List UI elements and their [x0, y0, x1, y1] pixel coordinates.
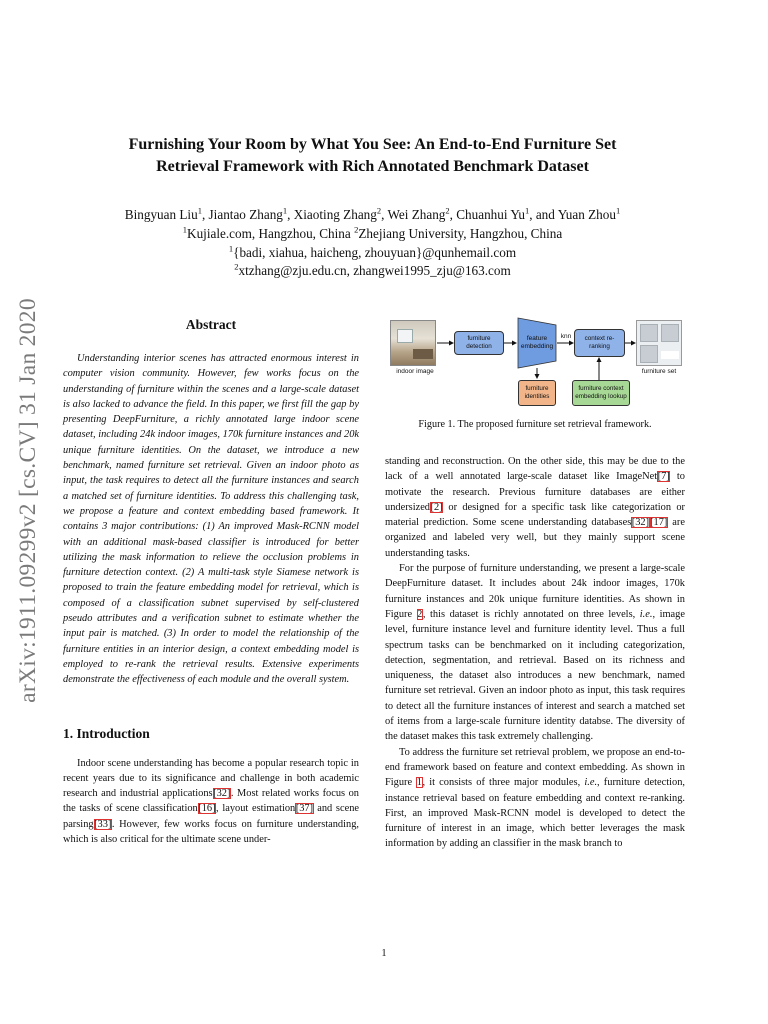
author-separator: ,	[201, 207, 209, 222]
email-line-1	[70, 244, 675, 263]
ie-abbrev: i.e.	[584, 777, 598, 789]
body-paragraph	[385, 745, 685, 852]
left-column	[63, 312, 359, 847]
author-name: Xiaoting Zhang	[293, 207, 377, 222]
citation-link[interactable]: [33]	[94, 818, 112, 830]
affiliation-1: Kujiale.com, Hangzhou, China	[187, 225, 355, 241]
author-affiliation-mark: 2	[376, 205, 382, 216]
citation-link[interactable]: [37]	[295, 803, 314, 815]
affiliation-mark: 1	[228, 243, 234, 254]
furniture-set-label: furniture set	[641, 368, 677, 375]
introduction-heading: 1. Introduction	[63, 725, 150, 741]
page-number: 1	[381, 948, 387, 959]
arxiv-id: arXiv:1911.09299v2 [cs.CV] 31 Jan 2020	[14, 297, 41, 703]
context-embedding-lookup-box: furniture context embedding lookup	[572, 380, 630, 406]
body-paragraph	[385, 561, 685, 745]
context-reranking-box: context re-ranking	[574, 329, 625, 357]
right-body-text	[385, 454, 685, 852]
author-list	[70, 206, 675, 225]
author-affiliation-mark: 2	[445, 205, 450, 216]
body-text: To address the furniture set retrieval problem, we propose an end-to-end framework based on feature and context embedding. As shown in Figure	[385, 746, 685, 789]
figure-caption: Figure 1. The proposed furniture set retrieval framework.	[418, 419, 652, 430]
figure-reference-link[interactable]: 1	[416, 777, 422, 789]
body-paragraph	[385, 454, 685, 561]
body-text: to motivate the research. Previous furniture databases are either undersized	[385, 471, 685, 513]
author-separator: ,	[449, 207, 457, 222]
intro-text: and scene parsing	[63, 803, 360, 830]
body-text: , furniture detection, instance retrieval based on feature embedding and context re-ranking. First, an improved Mask-RCNN model is developed to detect the furniture of interest in an image, which better leverages the mask information by adding an classifier in the mask branch to	[385, 777, 685, 850]
indoor-image-label: indoor image	[396, 368, 434, 375]
knn-label: knn	[560, 333, 572, 340]
author-name: Jiantao Zhang	[208, 207, 283, 222]
author-separator: , and	[529, 207, 558, 222]
figure-1	[385, 312, 685, 407]
affiliation-mark: 2	[234, 262, 239, 272]
author-affiliation-mark: 1	[615, 205, 621, 216]
affiliations	[70, 225, 675, 244]
title-line-1: Furnishing Your Room by What You See: An End-to-End Furniture Set	[128, 136, 617, 153]
furniture-set-thumbnails	[636, 320, 682, 366]
furniture-identities-box: furniture identities	[518, 380, 556, 406]
citation-link[interactable]: [7]	[657, 471, 670, 483]
title-line-2: Retrieval Framework with Rich Annotated Benchmark Dataset	[156, 158, 589, 175]
affiliation-2: Zhejiang University, Hangzhou, China	[358, 225, 563, 241]
citation-link[interactable]: [2]	[430, 501, 443, 513]
citation-link[interactable]: [32]	[213, 788, 231, 800]
intro-text: , layout estimation	[216, 803, 296, 815]
author-affiliation-mark: 1	[524, 205, 530, 216]
feature-embedding-label: feature embedding	[520, 335, 554, 350]
author-affiliation-mark: 1	[282, 205, 288, 216]
author-name: Chuanhui Yu	[456, 207, 525, 222]
abstract-heading: Abstract	[185, 317, 237, 332]
intro-text: . However, few works focus on furniture understanding, which is also critical for the ultimate scene under-	[63, 818, 359, 846]
body-text: standing and reconstruction. On the other side, this may be due to the lack of a well annotated large-scale dataset like ImageNet	[385, 456, 685, 483]
author-separator: ,	[381, 207, 388, 222]
citation-link[interactable]: [16]	[198, 803, 216, 815]
affiliation-mark: 2	[354, 224, 359, 235]
right-column	[385, 312, 685, 852]
furniture-detection-box: furniture detection	[454, 331, 504, 355]
figure-reference-link[interactable]: 2	[417, 608, 423, 620]
intro-text: . Most related works focus on the tasks of scene classification	[63, 788, 360, 815]
email-2: xtzhang@zju.edu.cn, zhangwei1995_zju@163.com	[238, 263, 511, 279]
author-name: Wei Zhang	[387, 207, 446, 222]
paper-title	[70, 134, 675, 178]
email-line-2	[70, 262, 675, 281]
body-text: , this dataset is richly annotated on three levels,	[422, 608, 640, 620]
author-name: Yuan Zhou	[557, 207, 616, 222]
intro-text: Indoor scene understanding has become a popular research topic in recent years due to its significance and challenge in both academic research and industrial applications	[63, 757, 359, 800]
author-separator: ,	[287, 207, 294, 222]
body-text: , image level, furniture instance level and furniture identity level. Thus a full spectrum tasks can be benchmarked on it including categorization, detection, segmentation, and retrieval. Based on its richness and uniqueness, the dataset also introduces a new benchmark, named furniture set retrieval. Given an indoor photo as input, this task requires to detect all the furniture instances of interest and search a matched set of items from a large-scale furniture identity databse. The diversity of the dataset makes this task extremely challenging.	[385, 608, 685, 743]
citation-link[interactable]: [32]	[631, 517, 650, 529]
intro-paragraph	[63, 756, 359, 848]
author-name: Bingyuan Liu	[124, 207, 198, 222]
abstract-text: Understanding interior scenes has attracted enormous interest in computer vision community. However, few works focus on the understanding of furniture within the scenes and a large-scale dataset is also lacked to advance the field. In this paper, we first fill the gap by presenting DeepFurniture, a richly annotated large indoor scene dataset, including 24k indoor images, 170k furniture instances and 20k unique furniture identities. On the dataset, we introduce a new benchmark, named furniture set retrieval. Given an indoor photo as input, the task requires to detect all the furniture instances and search a matched set of furniture identities. To address this challenging task, we propose a feature and context embedding based framework. It contains 3 major contributions: (1) An improved Mask-RCNN model with an additional mask-based classifier is introduced for better utilizing the mask information to relieve the occlusion problems in furniture detection context. (2) A multi-task style Siamese network is proposed to train the feature embedding model for retrieval, which is composed of a classification subnet supervised by self-clustered pseudo attributes and a verification subnet to estimate whether the input pair is matched. (3) In order to model the relationship of the furniture entities in an interior design, a context embedding model is employed to re-rank the retrieval results. Extensive experiments demonstrate the effectiveness of each module and the overall system.	[63, 353, 360, 686]
body-text: are organized and labeled very well, but they mainly support scene understanding tasks.	[385, 517, 685, 559]
body-text: For the purpose of furniture understanding, we present a large-scale DeepFurniture dataset. It includes about 24k indoor images, 170k furniture instances and 20k unique furniture identities. As shown in Figure	[385, 563, 685, 620]
body-text: , it consists of three major modules,	[422, 777, 585, 789]
affiliation-mark: 1	[182, 224, 188, 235]
body-text: or designed for a specific task like categorization or material prediction. Some scene understanding databases	[385, 501, 685, 529]
ie-abbrev: i.e.	[639, 608, 653, 620]
arxiv-stamp	[6, 270, 50, 730]
email-1: {badi, xiahua, haicheng, zhouyuan}@qunhemail.com	[233, 244, 517, 260]
author-block	[70, 206, 675, 281]
citation-link[interactable]: [17]	[650, 517, 668, 529]
author-affiliation-mark: 1	[197, 205, 202, 216]
